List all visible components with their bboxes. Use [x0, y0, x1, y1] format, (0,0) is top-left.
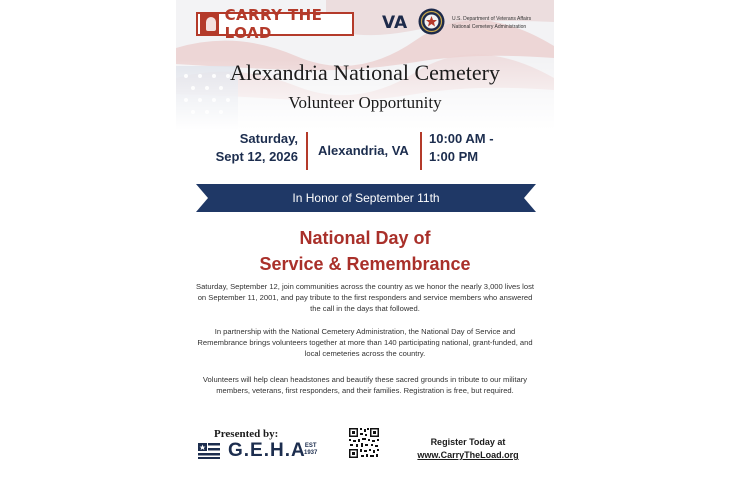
register-link[interactable]: www.CarryTheLoad.org	[417, 450, 519, 460]
heading-line1: National Day of	[299, 228, 431, 248]
event-time-line2: 1:00 PM	[429, 149, 479, 164]
event-location: Alexandria, VA	[318, 143, 409, 158]
paragraph-partnership: In partnership with the National Cemetery Administration, the National Day of Service and Remembrance brings volunteers together at more than 140 participating national, grant-funded, and local cemeteries across the country.	[197, 327, 533, 358]
heading-line2: Service & Remembrance	[259, 254, 471, 274]
sponsor-established	[304, 443, 317, 457]
event-date-line2: Sept 12, 2026	[215, 149, 298, 164]
event-time	[429, 130, 494, 166]
carry-the-load-logo-icon	[200, 14, 219, 34]
register-label: Register Today at	[430, 437, 506, 447]
divider-right	[420, 132, 422, 170]
divider-left	[306, 132, 308, 170]
paragraph-intro: Saturday, September 12, join communities across the country as we honor the nearly 3,000 lives lost on September 11, 2001, and pay tribute to the first responders and service members who answered the call in the days that followed.	[196, 282, 534, 313]
carry-the-load-logo-text: CARRY THE LOAD	[224, 6, 323, 42]
page-title: Alexandria National Cemetery	[229, 60, 500, 85]
event-time-line1: 10:00 AM -	[429, 131, 494, 146]
event-date	[216, 130, 298, 166]
paragraph-volunteers: Volunteers will help clean headstones and beautify these sacred grounds in tribute to our military members, veterans, first responders, and their families. Registration is free, but required.	[202, 375, 528, 395]
event-date-line1: Saturday,	[239, 131, 298, 146]
flyer	[176, 0, 554, 487]
qr-code-icon	[348, 427, 380, 459]
sponsor-logo-text: G.E.H.A	[228, 440, 306, 461]
sponsor-established-year: 1937	[304, 450, 318, 456]
page-subtitle: Volunteer Opportunity	[288, 93, 442, 112]
sponsor-established-label: EST	[304, 443, 317, 449]
honor-banner-text: In Honor of September 11th	[292, 191, 440, 205]
va-department-line1: U.S. Department of Veterans Affairs	[452, 16, 532, 22]
geha-flag-icon	[198, 443, 220, 459]
presented-by-label: Presented by:	[214, 428, 279, 440]
va-department-line2: National Cemetery Administration	[452, 24, 527, 30]
va-logo-text: VA	[382, 13, 408, 33]
va-seal-icon	[418, 8, 445, 35]
carry-the-load-logo	[196, 6, 354, 42]
